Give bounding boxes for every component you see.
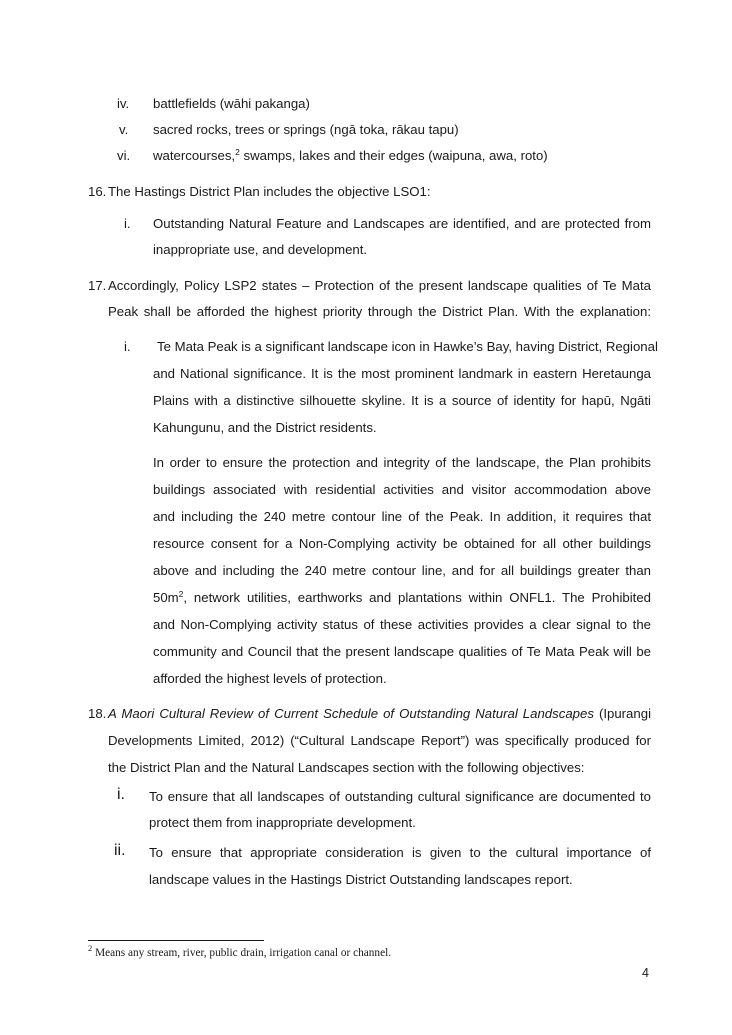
para-17-item-line: In order to ensure the protection and integrity of the landscape, the Plan prohibits: [153, 455, 651, 470]
para-17-item-line: community and Council that the present landscape qualities of Te Mata Peak will be: [153, 644, 651, 659]
para-16-num: 16.: [88, 184, 107, 199]
para-18-line: Developments Limited, 2012) (“Cultural Landscape Report”) was specifically produced for: [108, 733, 651, 748]
para-18-item-num: i.: [117, 786, 125, 803]
para-17-item-line: resource consent for a Non-Complying activity be obtained for all other buildings: [153, 536, 651, 551]
footnote-ref: 2: [235, 147, 240, 157]
list-item-iv: battlefields (wāhi pakanga): [153, 96, 310, 111]
para-17-item-line: Te Mata Peak is a significant landscape icon in Hawke’s Bay, having District, Regional: [157, 339, 658, 354]
para-17-item-line: $50m^2$, network utilities, earthworks and plantations within ONFL1. The Prohibited: [153, 589, 651, 605]
para-17-item-line: and Non-Complying activity status of these activities provides a clear signal to the: [153, 617, 651, 632]
list-num-iv: iv.: [117, 96, 130, 111]
para-18-item-line: To ensure that all landscapes of outstanding cultural significance are documented to: [149, 789, 651, 804]
para-17-item-num: i.: [124, 339, 131, 354]
para-17-item-line: and including the 240 metre contour line of the Peak. In addition, it requires that: [153, 509, 651, 524]
para-17-line: Accordingly, Policy LSP2 states – Protection of the present landscape qualities of Te Mata: [108, 278, 651, 293]
list-num-v: v.: [119, 122, 129, 137]
para-17-item-line: afforded the highest levels of protection.: [153, 671, 387, 686]
report-title: A Maori Cultural Review of Current Schedule of Outstanding Natural Landscapes: [108, 706, 594, 721]
para-18-item-line: To ensure that appropriate consideration is given to the cultural importance of: [149, 845, 651, 860]
page-number: 4: [642, 966, 649, 980]
list-item-vi: watercourses,$^2$ swamps, lakes and their edges (waipuna, awa, roto): [153, 147, 548, 163]
para-18-item-line: landscape values in the Hastings District Outstanding landscapes report.: [149, 872, 573, 887]
para-16-item-line: Outstanding Natural Feature and Landscapes are identified, and are protected from: [153, 216, 651, 231]
para-17-num: 17.: [88, 278, 107, 293]
para-17-item-line: and National significance. It is the most prominent landmark in eastern Heretaunga: [153, 366, 651, 381]
para-17-item-line: Kahungunu, and the District residents.: [153, 420, 377, 435]
para-17-item-line: buildings associated with residential activities and visitor accommodation above: [153, 482, 651, 497]
para-18-line: A Maori Cultural Review of Current Schedule of Outstanding Natural Landscapes (Ipurangi: [108, 706, 651, 721]
para-17-item-line: above and including the 240 metre contour line, and for all buildings greater than: [153, 563, 651, 578]
list-num-vi: vi.: [117, 148, 131, 163]
footnote: $^2$ Means any stream, river, public drain, irrigation canal or channel.: [88, 943, 392, 959]
para-16-item-num: i.: [124, 216, 131, 231]
para-16-text: The Hastings District Plan includes the objective LSO1:: [108, 184, 431, 199]
para-17-item-line: Plains with a distinctive silhouette skyline. It is a source of identity for hapū, Ngāti: [153, 393, 651, 408]
list-item-v: sacred rocks, trees or springs (ngā toka, rākau tapu): [153, 122, 459, 137]
footnote-divider: [88, 940, 264, 941]
para-18-item-line: protect them from inappropriate development.: [149, 815, 416, 830]
para-16-item-line: inappropriate use, and development.: [153, 242, 368, 257]
para-18-item-num: ii.: [114, 842, 126, 859]
para-18-line: the District Plan and the Natural Landscapes section with the following objectives:: [108, 760, 585, 775]
para-18-num: 18.: [88, 706, 107, 721]
para-17-line: Peak shall be afforded the highest priority through the District Plan. With the explanation:: [108, 304, 651, 319]
